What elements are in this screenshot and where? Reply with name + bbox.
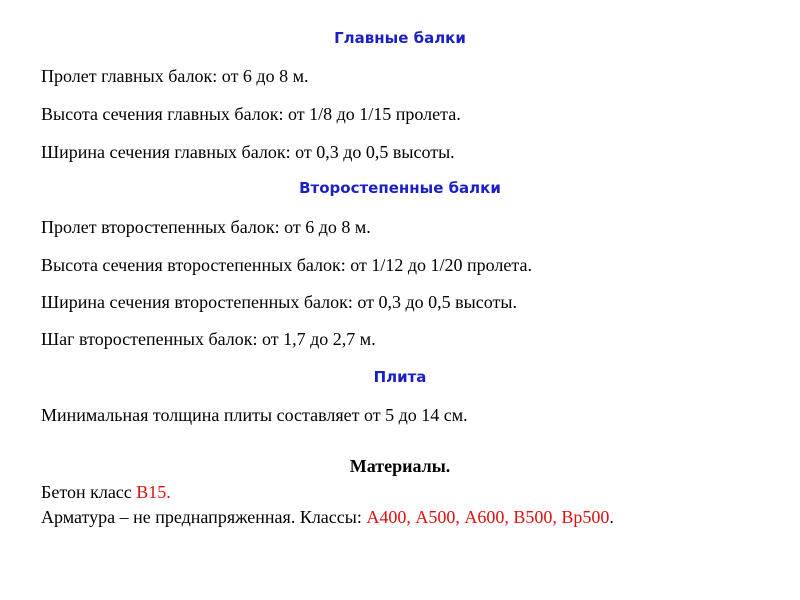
slab-heading: Плита: [373, 368, 427, 386]
main-beams-height: Высота сечения главных балок: от 1/8 до 1/15 пролета.: [41, 104, 461, 124]
slab-thickness: Минимальная толщина плиты составляет от 5 до 14 см.: [41, 405, 468, 425]
main-beams-width: Ширина сечения главных балок: от 0,3 до 0,5 высоты.: [41, 142, 455, 162]
materials-heading: Материалы.: [349, 456, 451, 476]
secondary-beams-span: Пролет второстепенных балок: от 6 до 8 м.: [41, 217, 371, 237]
concrete-prefix: Бетон класс: [41, 482, 137, 502]
rebar-prefix: Арматура – не преднапряженная. Классы:: [41, 507, 367, 527]
secondary-beams-heading: Второстепенные балки: [299, 179, 501, 197]
secondary-beams-height: Высота сечения второстепенных балок: от 1/12 до 1/20 пролета.: [41, 255, 532, 275]
rebar-classes: А400, А500, А600, В500, Вр500: [366, 507, 610, 527]
concrete-line: [41, 481, 171, 503]
rebar-line: [41, 506, 614, 528]
secondary-beams-step: Шаг второстепенных балок: от 1,7 до 2,7 м.: [41, 329, 376, 349]
rebar-suffix: .: [609, 507, 614, 527]
main-beams-heading: Главные балки: [334, 29, 466, 47]
main-beams-span: Пролет главных балок: от 6 до 8 м.: [41, 66, 309, 86]
concrete-class: В15.: [136, 482, 171, 502]
secondary-beams-width: Ширина сечения второстепенных балок: от 0,3 до 0,5 высоты.: [41, 292, 517, 312]
